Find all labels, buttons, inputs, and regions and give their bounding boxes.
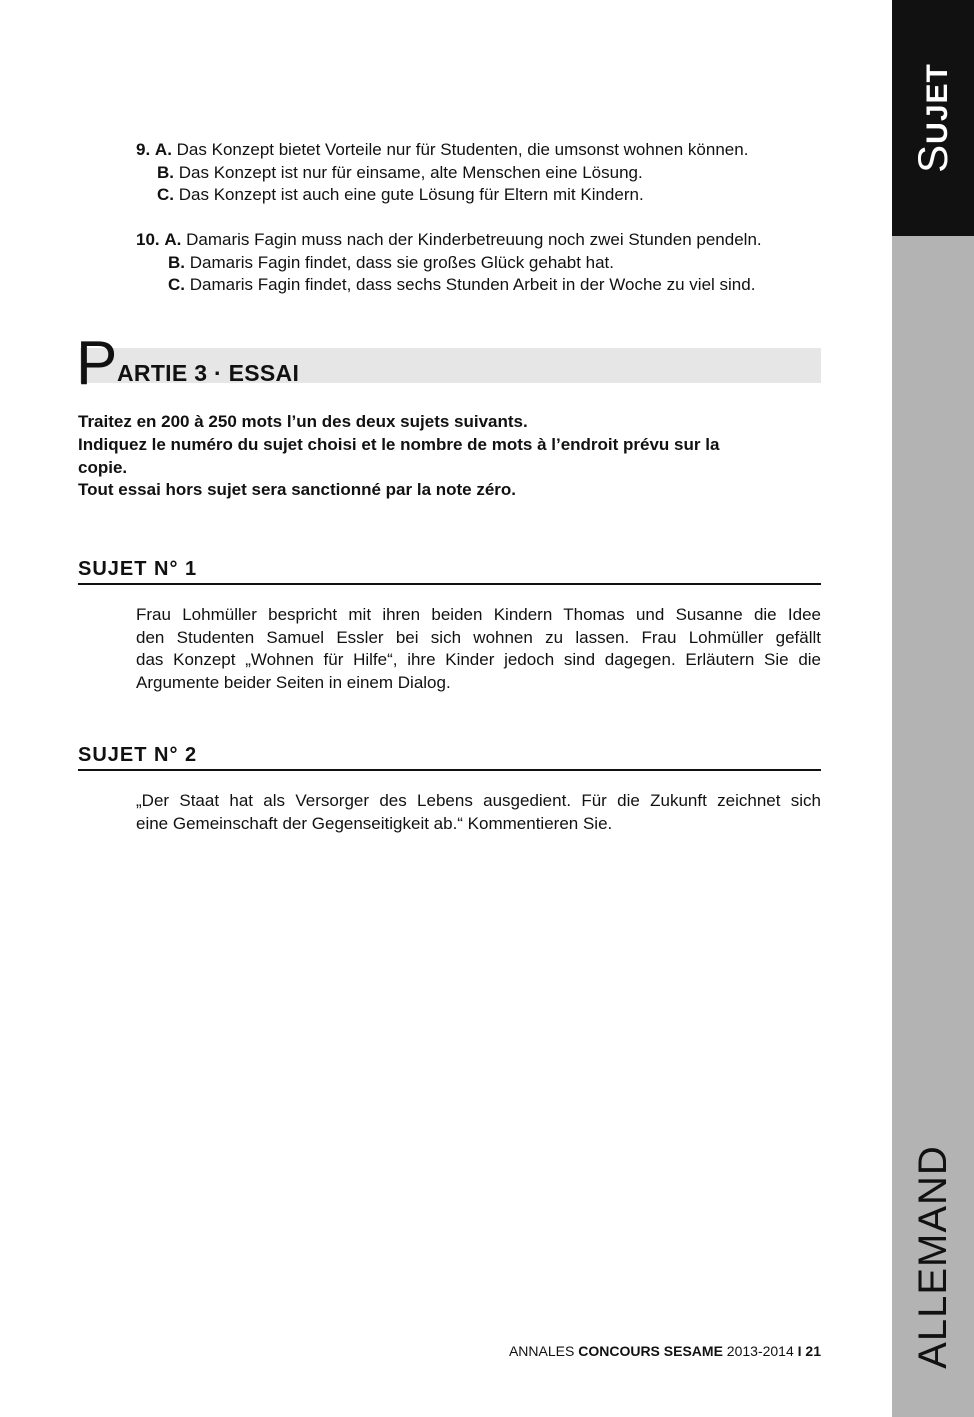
page-number: 21	[805, 1343, 821, 1359]
sujet-2-text	[136, 790, 821, 835]
question-10-option-b	[168, 252, 614, 275]
instruction-line: copie.	[78, 458, 128, 477]
paragraph-line: Frau Lohmüller bespricht mit ihren beiden Kindern Thomas und Susanne die Idee	[136, 605, 821, 624]
footer-separator: I	[797, 1343, 802, 1359]
sujet-2-title: SUJET N° 2	[78, 744, 198, 766]
footer-brand: CONCOURS SESAME	[578, 1343, 723, 1359]
instruction-line: Tout essai hors sujet sera sanctionné par la note zéro.	[78, 480, 517, 499]
paragraph-line: eine Gemeinschaft der Gegenseitigkeit ab.“ Kommentieren Sie.	[136, 813, 613, 833]
option-letter: C.	[168, 275, 185, 294]
sujet-2-divider	[78, 769, 821, 771]
sujet-1-divider	[78, 583, 821, 585]
sidebar-section-label: SUJET	[909, 63, 956, 173]
question-number: 10.	[136, 230, 160, 249]
option-text: Das Konzept bietet Vorteile nur für Studenten, die umsonst wohnen können.	[176, 140, 749, 159]
instruction-line: Indiquez le numéro du sujet choisi et le nombre de mots à l’endroit prévu sur la	[78, 435, 720, 454]
paragraph-line: „Der Staat hat als Versorger des Lebens ausgedient. Für die Zukunft zeichnet sich	[136, 791, 821, 810]
question-9-option-b	[157, 162, 643, 185]
page-footer	[509, 1344, 821, 1358]
question-9-option-a	[136, 139, 748, 162]
footer-prefix: ANNALES	[508, 1343, 575, 1359]
option-letter: B.	[168, 253, 185, 272]
option-text: Das Konzept ist nur für einsame, alte Menschen eine Lösung.	[178, 163, 643, 182]
question-number: 9.	[136, 140, 151, 159]
sidebar-subject-label: ALLEMAND	[911, 1145, 955, 1369]
question-10-option-c	[168, 274, 755, 297]
question-9-option-c	[157, 184, 644, 207]
option-text: Damaris Fagin findet, dass sie großes Glück gehabt hat.	[189, 253, 614, 272]
footer-years: 2013-2014	[726, 1343, 794, 1359]
instruction-line: Traitez en 200 à 250 mots l’un des deux sujets suivants.	[78, 412, 528, 431]
option-letter: A.	[164, 230, 182, 249]
partie-heading-initial: P	[76, 329, 118, 398]
sujet-1-title: SUJET N° 1	[78, 558, 198, 580]
option-text: Damaris Fagin muss nach der Kinderbetreuung noch zwei Stunden pendeln.	[186, 230, 762, 249]
option-letter: C.	[157, 185, 174, 204]
option-text: Das Konzept ist auch eine gute Lösung für Eltern mit Kindern.	[178, 185, 644, 204]
option-letter: B.	[157, 163, 174, 182]
question-10-option-a	[136, 229, 762, 252]
paragraph-line: den Studenten Samuel Essler bei sich wohnen zu lassen. Frau Lohmüller gefällt	[136, 627, 821, 647]
option-text: Damaris Fagin findet, dass sechs Stunden Arbeit in der Woche zu viel sind.	[189, 275, 756, 294]
sujet-1-text	[136, 604, 821, 694]
paragraph-line: Argumente beider Seiten in einem Dialog.	[136, 672, 451, 692]
paragraph-line: das Konzept „Wohnen für Hilfe“, ihre Kinder jedoch sind dagegen. Erläutern Sie die	[136, 650, 821, 669]
partie-heading-title: ARTIE 3 · ESSAI	[117, 360, 300, 386]
option-letter: A.	[154, 140, 172, 159]
